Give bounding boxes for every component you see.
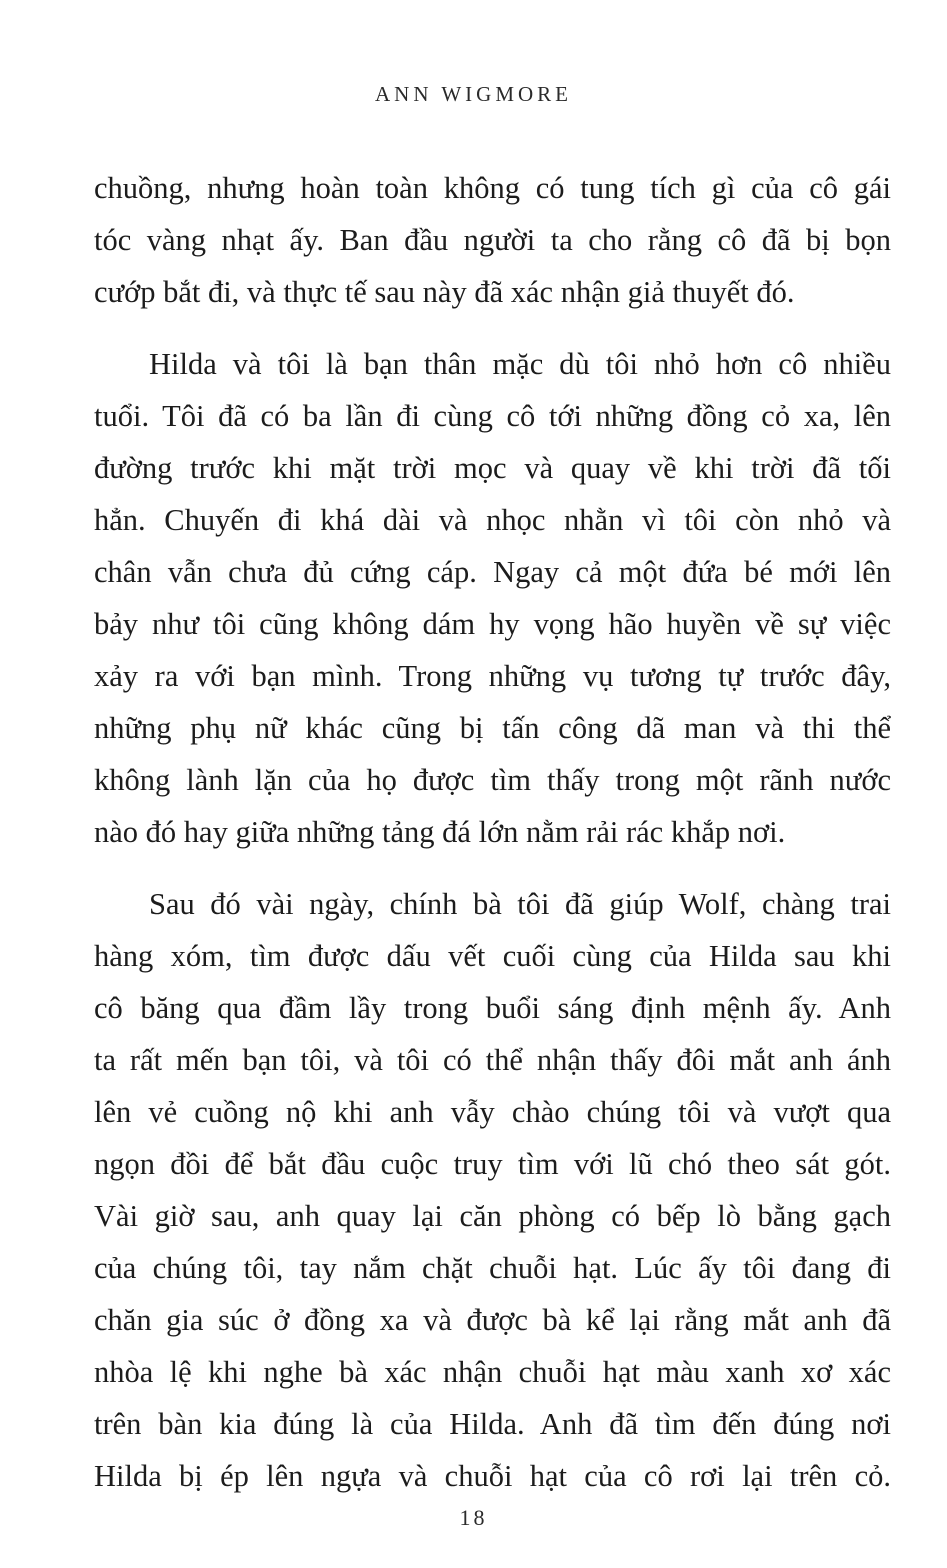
paragraph-1 (94, 162, 891, 318)
text-line: của chúng tôi, tay nắm chặt chuỗi hạt. Lúc ấy tôi đang đi (94, 1251, 891, 1285)
text-line: nào đó hay giữa những tảng đá lớn nằm rải rác khắp nơi. (94, 815, 786, 849)
text-line: hẳn. Chuyến đi khá dài và nhọc nhằn vì tôi còn nhỏ và (94, 503, 891, 537)
text-line: tuổi. Tôi đã có ba lần đi cùng cô tới những đồng cỏ xa, lên (94, 399, 891, 433)
text-line: trên bàn kia đúng là của Hilda. Anh đã tìm đến đúng nơi (94, 1407, 891, 1441)
text-line: lên vẻ cuồng nộ khi anh vẫy chào chúng tôi và vượt qua (94, 1095, 891, 1129)
running-header-author: ANN WIGMORE (374, 82, 573, 106)
text-line: bảy như tôi cũng không dám hy vọng hão huyền về sự việc (94, 607, 891, 641)
text-line: tóc vàng nhạt ấy. Ban đầu người ta cho rằng cô đã bị bọn (94, 223, 891, 257)
text-line: chân vẫn chưa đủ cứng cáp. Ngay cả một đứa bé mới lên (94, 555, 891, 589)
text-line: Sau đó vài ngày, chính bà tôi đã giúp Wolf, chàng trai (149, 887, 891, 921)
text-line: cô băng qua đầm lầy trong buổi sáng định mệnh ấy. Anh (94, 991, 891, 1025)
text-line: ngọn đồi để bắt đầu cuộc truy tìm với lũ chó theo sát gót. (94, 1147, 891, 1181)
paragraph-3 (94, 878, 891, 1502)
text-line: không lành lặn của họ được tìm thấy trong một rãnh nước (94, 763, 891, 797)
text-line: những phụ nữ khác cũng bị tấn công dã man và thi thể (94, 711, 891, 745)
text-line: đường trước khi mặt trời mọc và quay về khi trời đã tối (94, 451, 891, 485)
paragraph-spacer (94, 858, 891, 878)
paragraph-2 (94, 338, 891, 858)
text-line: cướp bắt đi, và thực tế sau này đã xác nhận giả thuyết đó. (94, 275, 795, 309)
page-number: 18 (459, 1505, 488, 1530)
text-line: nhòa lệ khi nghe bà xác nhận chuỗi hạt màu xanh xơ xác (94, 1355, 891, 1389)
text-line: chuồng, nhưng hoàn toàn không có tung tích gì của cô gái (94, 171, 891, 205)
text-line: chăn gia súc ở đồng xa và được bà kể lại rằng mắt anh đã (94, 1303, 891, 1337)
text-line: Hilda và tôi là bạn thân mặc dù tôi nhỏ hơn cô nhiều (149, 347, 891, 381)
text-line: ta rất mến bạn tôi, và tôi có thể nhận thấy đôi mắt anh ánh (94, 1043, 891, 1077)
paragraph-spacer (94, 318, 891, 338)
text-line: Hilda bị ép lên ngựa và chuỗi hạt của cô rơi lại trên cỏ. (94, 1459, 891, 1493)
text-line: hàng xóm, tìm được dấu vết cuối cùng của Hilda sau khi (94, 939, 891, 973)
text-line: xảy ra với bạn mình. Trong những vụ tương tự trước đây, (94, 659, 891, 693)
body-text (94, 162, 891, 1502)
text-line: Vài giờ sau, anh quay lại căn phòng có bếp lò bằng gạch (94, 1199, 891, 1233)
